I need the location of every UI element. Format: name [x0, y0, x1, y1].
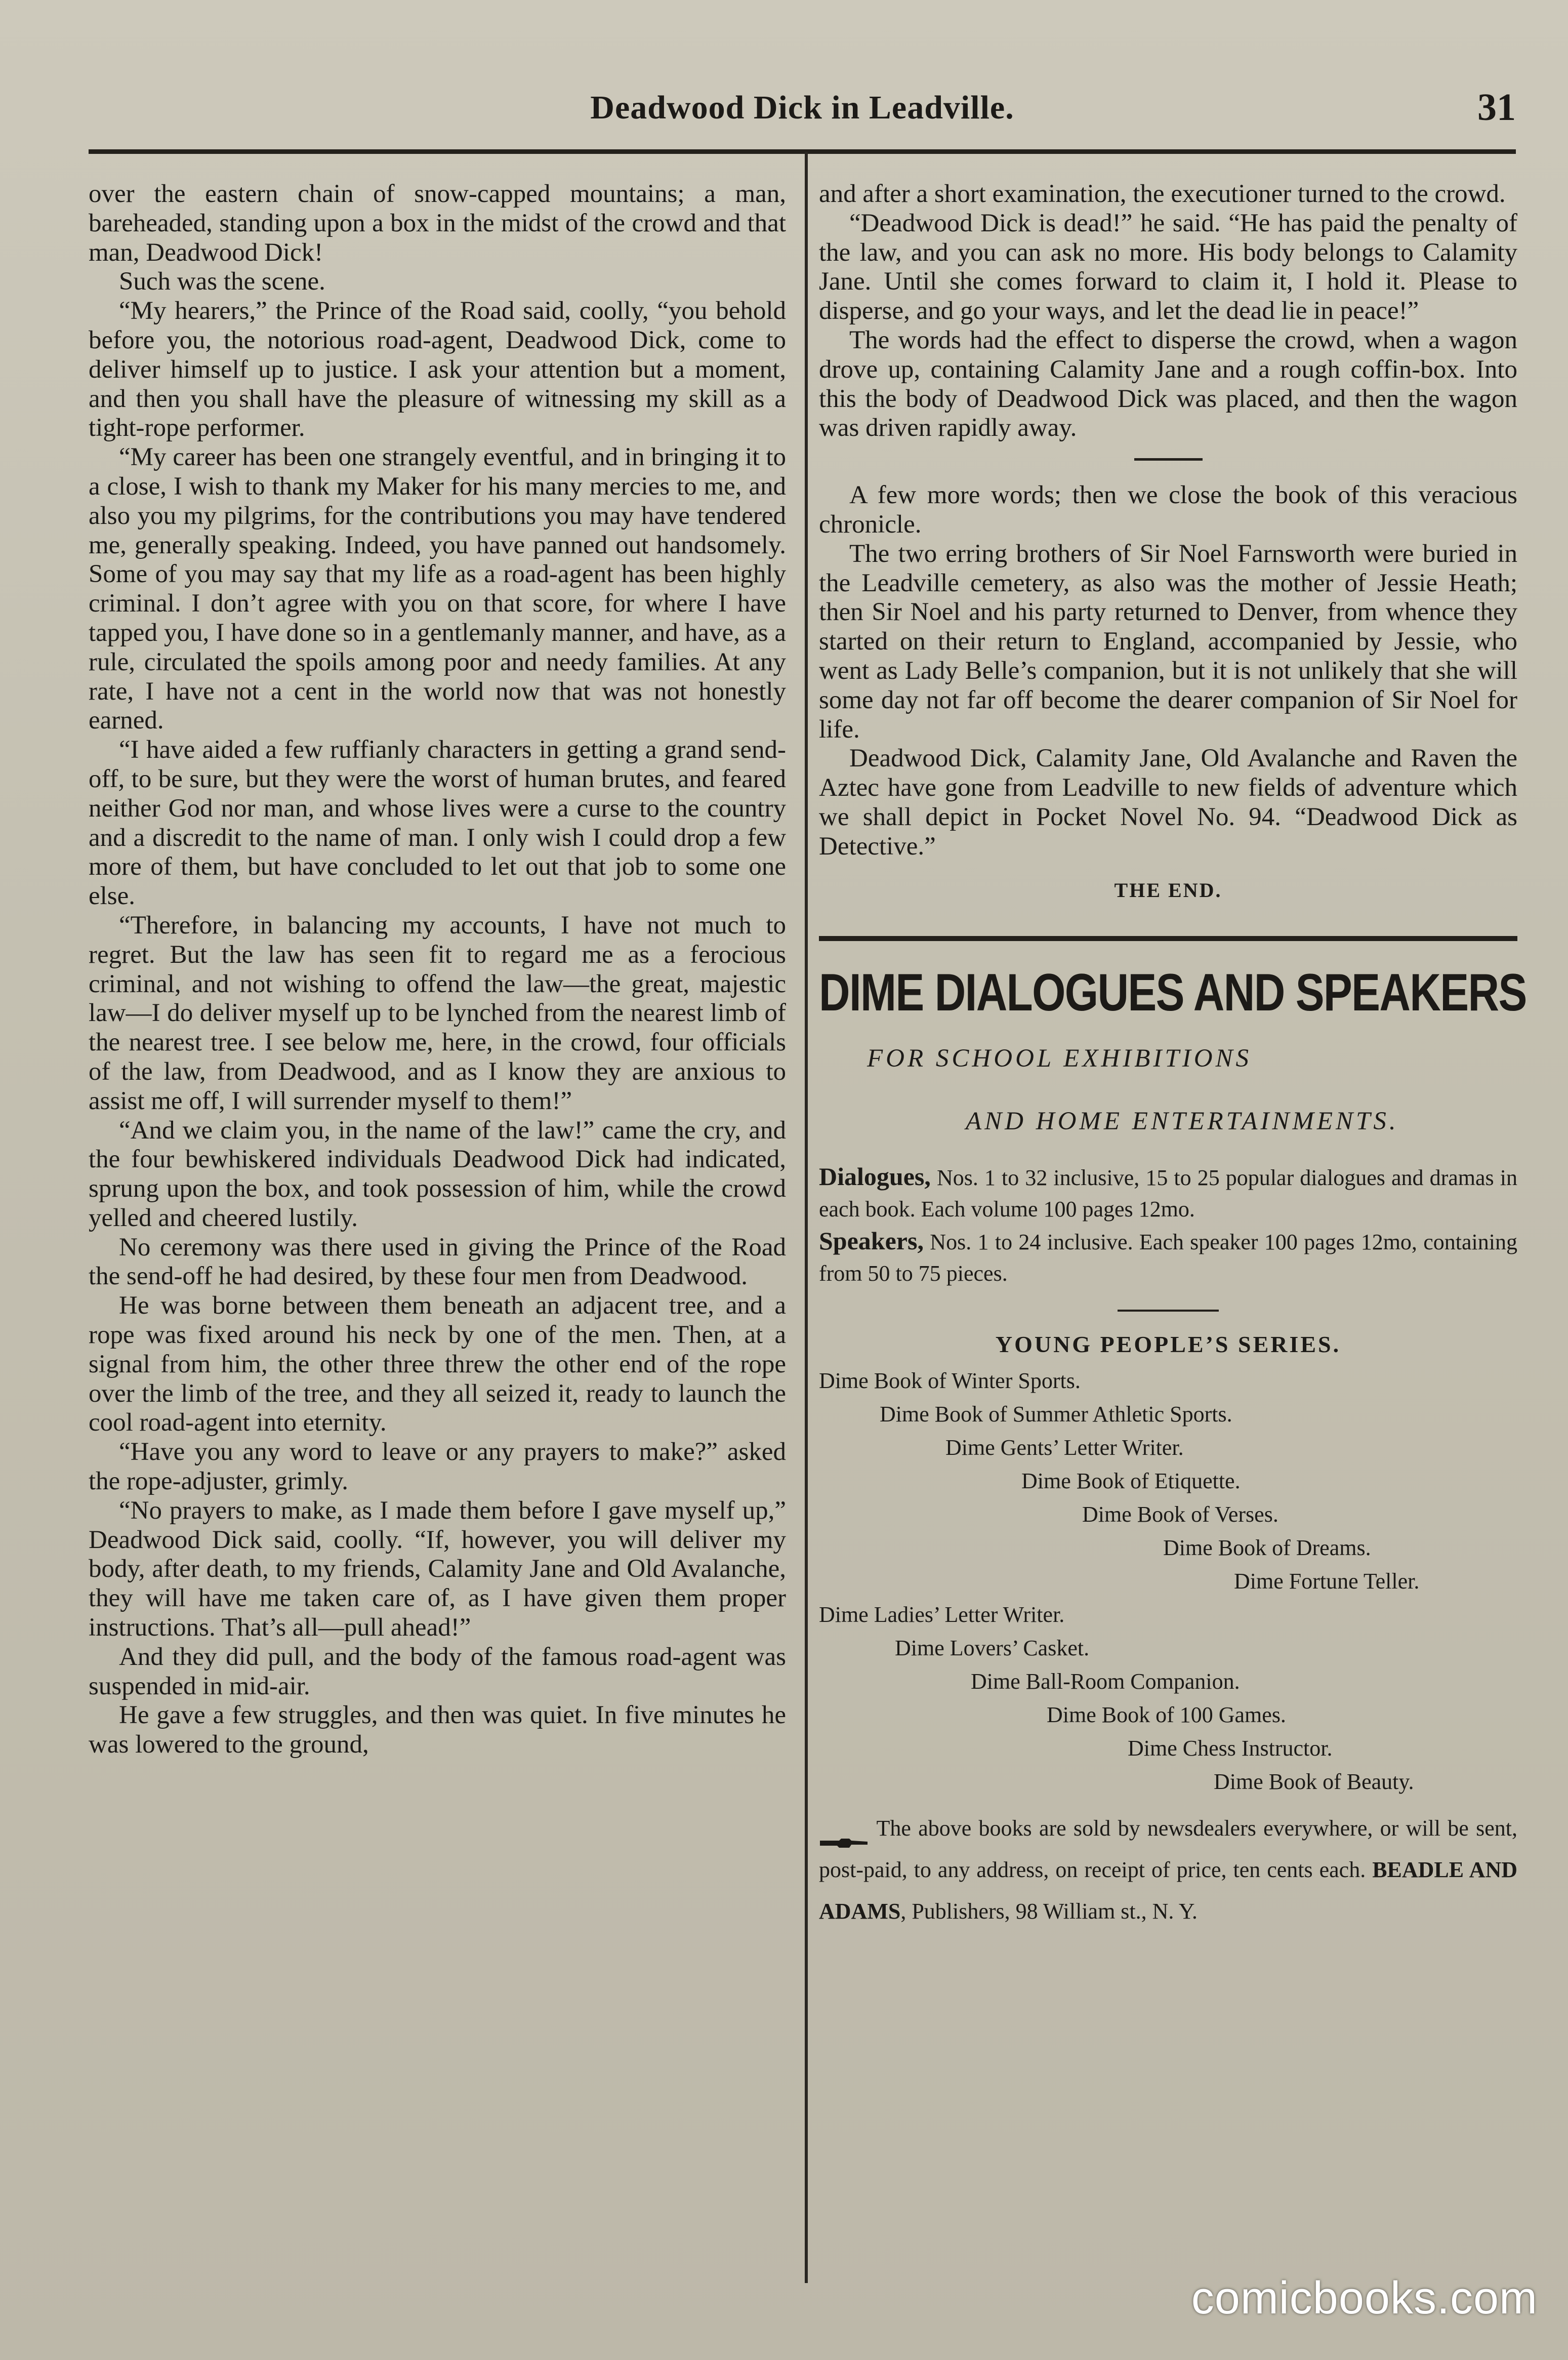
- list-item: Dime Book of Etiquette.: [1021, 1469, 1241, 1494]
- list-item: Dime Book of Winter Sports.: [819, 1368, 1081, 1394]
- paragraph: The words had the effect to disperse the crowd, when a wagon drove up, containing Calamity Jane and a rough coffin-box. Into this the body of Deadwood Dick was placed, and then the wagon was driven rapidly away.: [819, 325, 1517, 442]
- advertisement-divider: [1118, 1310, 1219, 1312]
- speakers-label: Speakers,: [819, 1227, 924, 1255]
- paragraph: The two erring brothers of Sir Noel Farnsworth were buried in the Leadville cemetery, as also was the mother of Jessie Heath; then Sir Noel and his party returned to Denver, from whence they started on their return to England, accompanied by Jessie, who went as Lady Belle’s companion, but it is not unlikely that she will some day not far off become the dearer companion of Sir Noel for life.: [819, 539, 1517, 744]
- paragraph: Such was the scene.: [119, 267, 325, 296]
- left-column: [89, 180, 786, 1760]
- list-item: Dime Book of 100 Games.: [1047, 1702, 1286, 1728]
- notice-text: The above books are sold by newsdealers everywhere, or will be sent, post-paid, to any address, on receipt of price, ten cents each.: [819, 1816, 1517, 1883]
- paragraph: “Deadwood Dick is dead!” he said. “He has paid the penalty of the law, and you can ask no more. His body belongs to Calamity Jane. Until she comes forward to claim it, I hold it. Please to disperse, and go your ways, and let the dead lie in peace!”: [819, 209, 1517, 325]
- publisher-address: , Publishers, 98 William st., N. Y.: [900, 1899, 1198, 1924]
- list-item: Dime Book of Verses.: [1082, 1502, 1278, 1527]
- page-number: 31: [1477, 86, 1516, 129]
- paragraph: He gave a few struggles, and then was quiet. In five minutes he was lowered to the ground,: [89, 1701, 786, 1759]
- paragraph: “Therefore, in balancing my accounts, I have not much to regret. But the law has seen fit to regard me as a ferocious criminal, and not wishing to offend the law—the great, majestic law—I do deliver myself up to be lynched from the nearest limb of the nearest tree. I see below me, here, in the crowd, four officials of the law, from Deadwood, and as I know they are anxious to assist me off, I will surrender myself to them!”: [89, 911, 786, 1115]
- pointing-hand-icon: [819, 1823, 870, 1838]
- dialogues-description: [819, 1161, 1517, 1225]
- section-divider: [1134, 458, 1203, 461]
- dialogues-label: Dialogues,: [819, 1162, 931, 1191]
- series-title: YOUNG PEOPLE’S SERIES.: [995, 1331, 1341, 1358]
- publisher-name: BEADLE AND ADAMS: [819, 1857, 1517, 1924]
- list-item: Dime Chess Instructor.: [1128, 1736, 1333, 1761]
- paragraph: A few more words; then we close the book of this veracious chronicle.: [819, 481, 1517, 539]
- dialogues-text: Nos. 1 to 32 inclusive, 15 to 25 popular dialogues and dramas in each book. Each volume 100 pages 12mo.: [819, 1165, 1517, 1222]
- advertisement-subtitle: AND HOME ENTERTAINMENTS.: [966, 1107, 1399, 1136]
- list-item: Dime Book of Beauty.: [1214, 1769, 1414, 1795]
- paragraph: “And we claim you, in the name of the law!” came the cry, and the four bewhiskered individuals Deadwood Dick had indicated, sprung upon the box, and took possession of him, while the crowd yelled and cheered lustily.: [89, 1116, 786, 1232]
- paragraph: He was borne between them beneath an adjacent tree, and a rope was fixed around his neck by one of the men. Then, at a signal from him, the other three threw the other end of the rope over the limb of the tree, and they all seized it, ready to launch the cool road-agent into eternity.: [89, 1291, 786, 1437]
- paragraph: “My hearers,” the Prince of the Road said, coolly, “you behold before you, the notorious road-agent, Deadwood Dick, come to deliver himself up to justice. I ask your attention but a moment, and then you shall have the pleasure of witnessing my skill as a tight-rope performer.: [89, 297, 786, 442]
- advertisement-title: DIME DIALOGUES AND SPEAKERS: [819, 963, 1526, 1023]
- column-divider: [805, 152, 808, 2283]
- list-item: Dime Book of Summer Athletic Sports.: [880, 1402, 1232, 1427]
- speakers-text: Nos. 1 to 24 inclusive. Each speaker 100 pages 12mo, containing from 50 to 75 pieces.: [819, 1230, 1517, 1286]
- speakers-description: [819, 1225, 1517, 1289]
- series-list: [819, 1364, 1517, 1799]
- right-column: [819, 180, 1526, 1932]
- list-item: Dime Lovers’ Casket.: [895, 1636, 1090, 1661]
- list-item: Dime Ladies’ Letter Writer.: [819, 1602, 1065, 1627]
- paragraph: Deadwood Dick, Calamity Jane, Old Avalanche and Raven the Aztec have gone from Leadville to new fields of adventure which we shall depict in Pocket Novel No. 94. “Deadwood Dick as Detective.”: [819, 744, 1517, 861]
- paragraph: over the eastern chain of snow-capped mountains; a man, bareheaded, standing upon a box in the midst of the crowd and that man, Deadwood Dick!: [89, 180, 786, 267]
- paragraph: “I have aided a few ruffianly characters in getting a grand send-off, to be sure, but they were the worst of human brutes, and feared neither God nor man, and whose lives were a curse to the country and a discredit to the name of man. I only wish I could drop a few more of them, but have concluded to let out that job to some one else.: [89, 736, 786, 911]
- running-header: [89, 84, 1516, 144]
- advertisement-subtitle: FOR SCHOOL EXHIBITIONS: [867, 1044, 1252, 1073]
- advertisement-rule: [819, 936, 1517, 941]
- paragraph: “My career has been one strangely eventful, and in bringing it to a close, I wish to thank my Maker for his many mercies to me, and also you my pilgrims, for the contributions you may have tendered me, generally speaking. Indeed, you have panned out handsomely. Some of you may say that my life as a road-agent has been highly criminal. I don’t agree with you on that score, for where I have tapped you, I have done so in a gentlemanly manner, and have, as a rule, circulated the spoils among poor and needy families. At any rate, I have not a cent in the world now that was not honestly earned.: [89, 443, 786, 735]
- paragraph: No ceremony was there used in giving the Prince of the Road the send-off he had desired, by these four men from Deadwood.: [89, 1233, 786, 1291]
- the-end: THE END.: [1114, 878, 1222, 902]
- paragraph: “Have you any word to leave or any prayers to make?” asked the rope-adjuster, grimly.: [89, 1438, 786, 1496]
- list-item: Dime Fortune Teller.: [1234, 1569, 1420, 1594]
- list-item: Dime Ball-Room Companion.: [971, 1669, 1240, 1694]
- header-rule: [89, 149, 1516, 154]
- list-item: Dime Gents’ Letter Writer.: [945, 1435, 1184, 1460]
- sales-notice: [819, 1808, 1517, 1932]
- paragraph: And they did pull, and the body of the famous road-agent was suspended in mid-air.: [89, 1642, 786, 1700]
- paragraph: and after a short examination, the executioner turned to the crowd.: [819, 180, 1506, 208]
- watermark: comicbooks.com: [1191, 2273, 1538, 2324]
- list-item: Dime Book of Dreams.: [1163, 1535, 1371, 1561]
- page-title: Deadwood Dick in Leadville.: [590, 89, 1014, 126]
- advertisement: [819, 962, 1526, 1932]
- paragraph: “No prayers to make, as I made them before I gave myself up,” Deadwood Dick said, coolly. “If, however, you will deliver my body, after death, to my friends, Calamity Jane and Old Avalanche, they will have me taken care of, as I have given them proper instructions. That’s all—pull ahead!”: [89, 1496, 786, 1642]
